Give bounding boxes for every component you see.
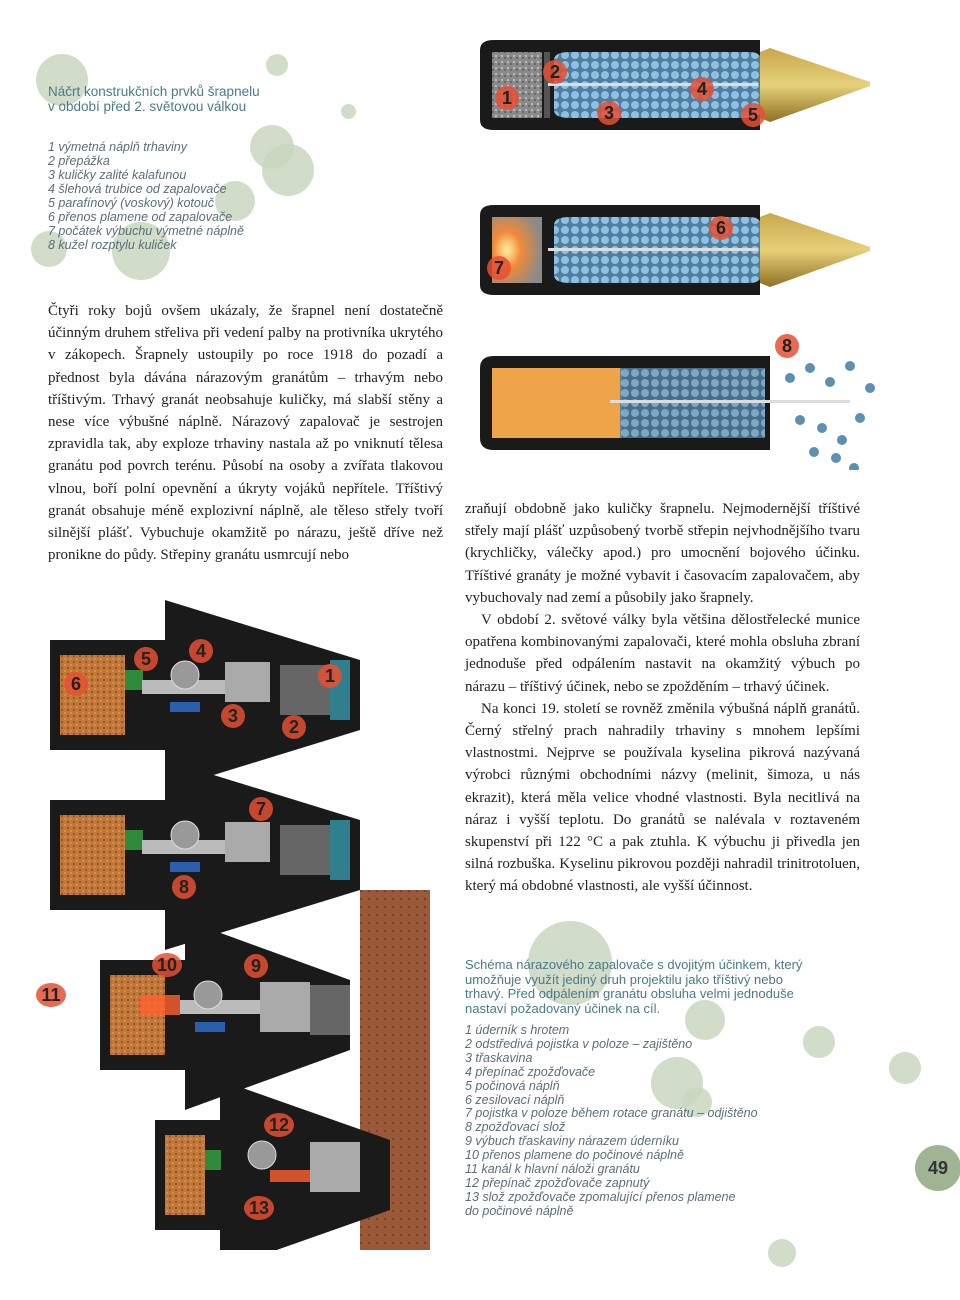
fuze-diagram-1	[50, 600, 360, 790]
shrapnel-diagrams	[470, 30, 890, 470]
legend-item: 4 přepínač zpožďovače	[465, 1064, 596, 1079]
legend-item: 2 přepážka	[48, 154, 110, 168]
fuze-label: 9	[244, 954, 268, 978]
legend-item: 7 pojistka v poloze během rotace granátu – odjištěno	[465, 1106, 758, 1121]
shrapnel-shell-3	[480, 356, 875, 470]
fuze-label: 13	[244, 1196, 274, 1220]
legend-item: 5 parafínový (voskový) kotouč	[48, 196, 215, 210]
shrapnel-label: 3	[597, 101, 621, 125]
fuze-label: 4	[189, 639, 213, 663]
paragraph: zraňují obdobně jako kuličky šrapnelu. Nejmodernější tříštivé střely mají plášť uzpůsobený tvorbě střepin nejvhodnějšího tvaru (krychličky, válečky apod.) pro umocnění bojového účinku. Tříštivé granáty je možné vybavit i časovacím zapalovačem, aby vybuchovaly nad zemí a působily jako šrapnely.	[465, 501, 860, 606]
body-text-right	[465, 498, 860, 898]
fuze-label: 1	[318, 664, 342, 688]
legend-item: do počinové náplně	[465, 1203, 574, 1218]
shrapnel-label: 2	[543, 60, 567, 84]
legend-item: 4 šlehová trubice od zapalovače	[48, 182, 227, 196]
fuze-diagrams	[30, 600, 430, 1250]
legend-item: 8 zpožďovací slož	[465, 1120, 566, 1135]
legend-item: 3 kuličky zalité kalafunou	[48, 168, 187, 182]
legend-item: 10 přenos plamene do počinové náplně	[465, 1148, 684, 1163]
paragraph: Čtyři roky bojů ovšem ukázaly, že šrapnel není dostatečně účinným druhem střeliva při vedení palby na protivníka ukrytého v zákopech. Šrapnely ustoupily po roce 1918 do pozadí a přednost byla dávána nárazovým granátům – trhavým nebo tříštivým. Trhavý granát neobsahuje kuličky, má slabší stěny a nese více výbušné náplně. Nárazový zapalovač je sestrojen zpravidla tak, aby exploze trhaviny nastala až po vniknutí tělesa granátu pod povrch terénu. Působí na osoby a zvířata tlakovou vlnou, boří polní opevnění a úkryty vojáků nepřítele. Tříštivý granát obsahuje méně explozivní náplně, ale těleso střely tvoří silnější plášť. Vybuchuje okamžitě po nárazu, ještě dříve než pronikne do půdy. Střepiny granátu usmrcují nebo	[48, 303, 443, 564]
legend-item: 13 slož zpožďovače zpomalující přenos plamene	[465, 1189, 736, 1204]
decor-dot	[341, 104, 356, 119]
legend-item: 1 úderník s hrotem	[465, 1023, 570, 1037]
shrapnel-label: 5	[741, 103, 765, 127]
shrapnel-label: 1	[495, 86, 519, 110]
paragraph: Na konci 19. století se rovněž změnila výbušná náplň granátů. Černý střelný prach nahradily trhaviny s mnohem lepšími vlastnostmi. Nejprve se používala kyselina pikrová nazývaná výrobci různými obchodními názvy (melinit, šimoza, u nás ekrazit), která měla velice vhodné vlastnosti. Byla necitlivá na náraz i vyšší teplotu. Do granátů se nalévala v roztaveném skupenství při 122 °C a pak ztuhla. K výbuchu ji přivedla jen silná rozbuška. Kyselinu pikrovou později nahradil trinitrotoluen, který má obdobné vlastnosti, ale vyšší účinnost.	[465, 700, 860, 895]
legend-item: 2 odstředivá pojistka v poloze – zajištěno	[465, 1036, 693, 1051]
fuze-label: 2	[282, 715, 306, 739]
shrapnel-label: 7	[487, 256, 511, 280]
shrapnel-label: 8	[775, 334, 799, 358]
shrapnel-shell-1	[480, 40, 870, 130]
paragraph: V období 2. světové války byla většina dělostřelecké munice opatřena kombinovanými zapalovači, které mohla obsluha zbraní jednoduše před odpálením nastavit na okamžitý výbuch po nárazu – tříštivý účinek, nebo se zpožděním – trhavý účinek.	[465, 612, 860, 695]
legend-item: 8 kužel rozptylu kuliček	[48, 238, 177, 252]
legend-item: 9 výbuch třaskaviny nárazem úderníku	[465, 1134, 679, 1149]
body-text-left	[48, 300, 443, 566]
top-caption-line: v období před 2. světovou válkou	[48, 99, 247, 114]
legend-item: 7 počátek výbuchu výmetné náplně	[48, 224, 244, 238]
legend-item: 1 výmetná náplň trhaviny	[48, 140, 187, 154]
legend-item: 12 přepínač zpožďovače zapnutý	[465, 1175, 650, 1190]
shrapnel-shell-2	[480, 205, 870, 295]
top-caption-legend	[48, 140, 308, 252]
shrapnel-label: 4	[690, 77, 714, 101]
decor-dot	[266, 54, 288, 76]
legend-item: 3 třaskavina	[465, 1050, 533, 1065]
shrapnel-label: 6	[709, 216, 733, 240]
fuze-label: 10	[152, 953, 182, 977]
decor-dot	[889, 1052, 921, 1084]
top-caption-title	[48, 84, 308, 114]
legend-item: 5 počinová náplň	[465, 1078, 560, 1093]
bottom-caption-title: Schéma nárazového zapalovače s dvojitým účinkem, který umožňuje využít jediný druh projektilu jako tříštivý nebo trhavý. Před odpálením granátu obsluha velmi jednoduše nastaví požadovaný účinek na cíl.	[465, 957, 803, 1016]
fuze-diagram-2	[50, 760, 360, 950]
fuze-label: 8	[172, 875, 196, 899]
fuze-label: 3	[221, 704, 245, 728]
fuze-label: 6	[64, 672, 88, 696]
legend-item: 6 zesilovací náplň	[465, 1092, 565, 1107]
fuze-label: 12	[264, 1113, 294, 1137]
page-number: 49	[915, 1145, 960, 1191]
legend-item: 6 přenos plamene od zapalovače	[48, 210, 233, 224]
fuze-label: 11	[36, 983, 66, 1007]
bottom-caption-legend	[465, 1024, 825, 1219]
fuze-label: 5	[134, 647, 158, 671]
top-caption-line: Náčrt konstrukčních prvků šrapnelu	[48, 84, 260, 99]
fuze-label: 7	[249, 797, 273, 821]
legend-item: 11 kanál k hlavní náloži granátu	[465, 1162, 640, 1177]
decor-dot	[768, 1239, 796, 1267]
